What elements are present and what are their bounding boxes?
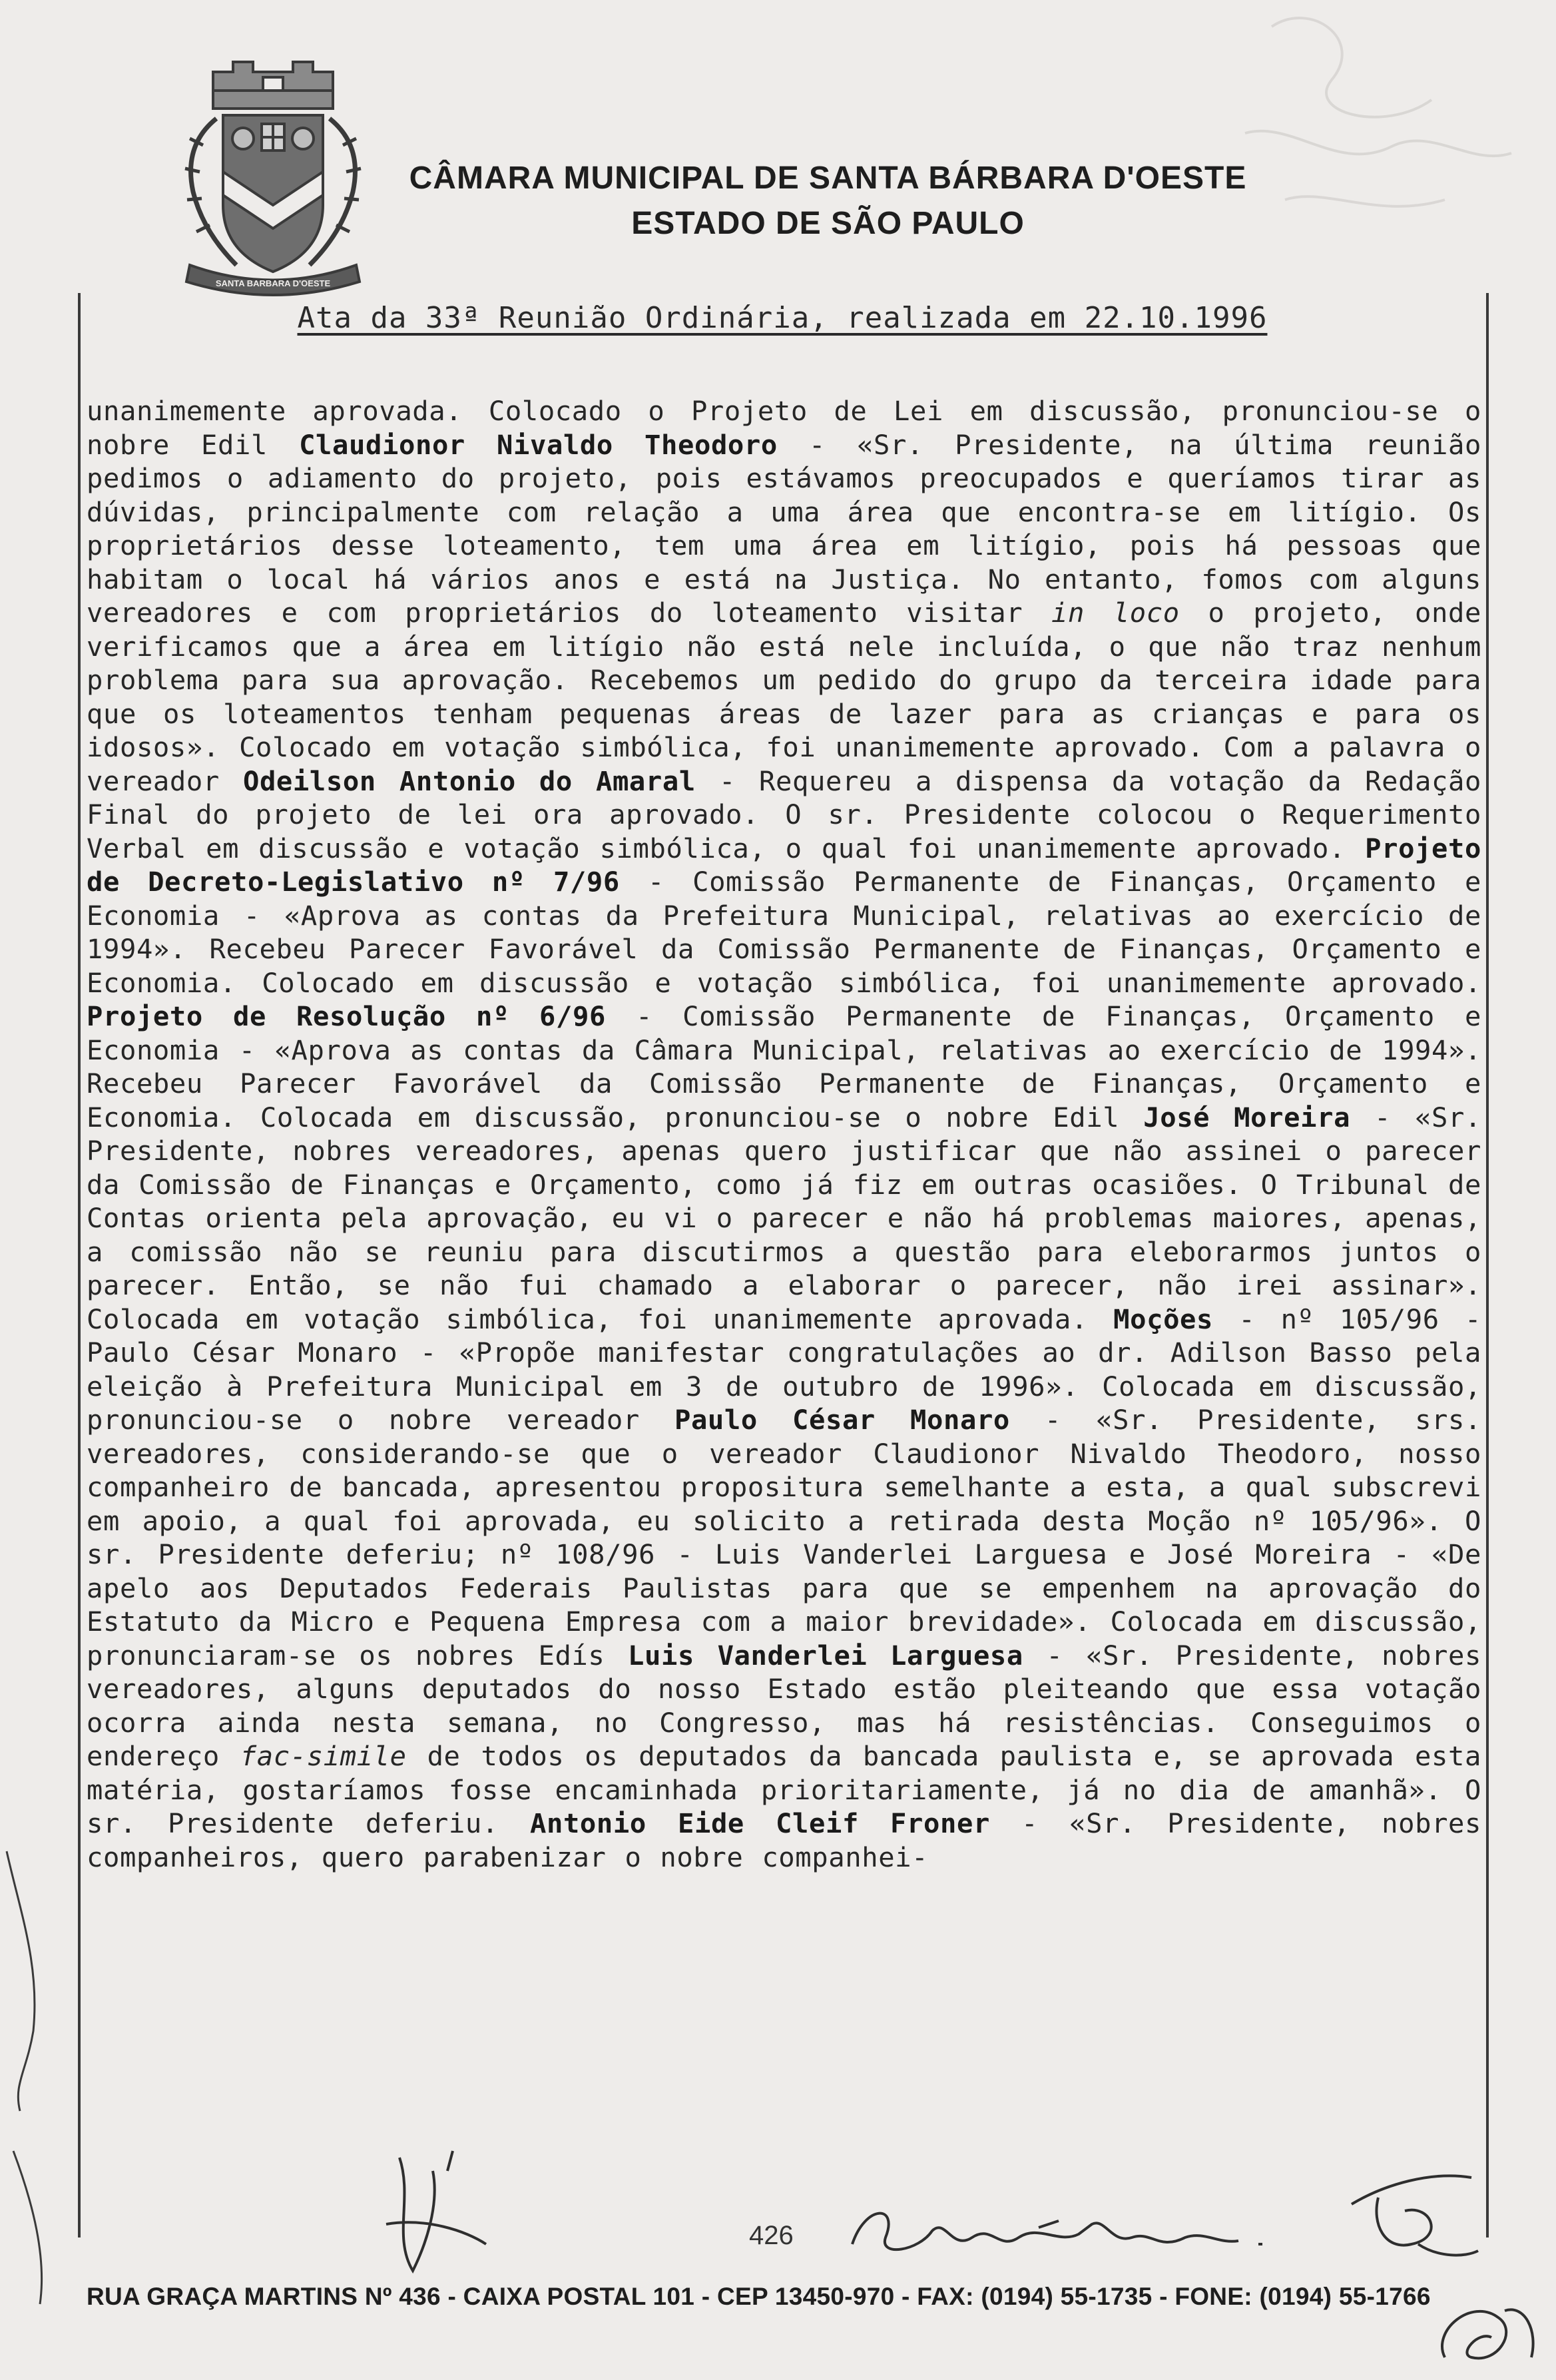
speaker-name: Claudionor Nivaldo Theodoro [299,428,778,461]
body-text-segment: - «Sr. Presidente, srs. vereadores, considerando-se que o vereador Claudionor Nivaldo Theodoro, nosso companheiro de bancada, apresentou propositura semelhante a esta, a qual subscrevi em apoio, a qual foi aprovada, eu solicito a retirada desta Moção nº 105/96». O sr. Presidente deferiu; nº 108/96 - Luis Vanderlei Larguesa e José Moreira - «De apelo aos Deputados Federais Paulistas para que se empenhem na aprovação do Estatuto da Micro e Pequena Empresa com a maior brevidade». Colocada em discussão, pronunciaram-se os nobres Edís [87,1404,1482,1671]
body-text-segment: - «Sr. Presidente, na última reunião pedimos o adiamento do projeto, pois estávamos preocupados e queríamos tirar as dúvidas, principalmente com relação a uma área que encontra-se em litígio. Os proprietários desse loteamento, tem uma área em litígio, pois há pessoas que habitam o local há vários anos e está na Justiça. No entanto, fomos com alguns vereadores e com proprietários do loteamento visitar [87,428,1481,629]
body-text-segment: - Comissão Permanente de Finanças, Orçamento e Economia - «Aprova as contas da Prefeitura Municipal, relativas ao exercício de 1994». Recebeu Parecer Favorável da Comissão Permanente de Finanças, Orçamento e Economia. Colocado em discussão e votação simbólica, foi unanimemente aprovado. [87,866,1481,999]
margin-annotation-marks [0,1831,73,2311]
body-text-segment: o projeto, onde verificamos que a área em litígio não está nele incluída, o que não traz nenhum problema para sua aprovação. Recebemos um pedido do grupo da terceira idade para que os loteamentos tenham pequenas áreas de lazer para as crianças e para os idosos». Colocado em votação simbólica, foi unanimemente aprovado. Com a palavra o vereador [87,597,1481,797]
body-text-segment: unanimemente aprovada. Colocado o Projeto de Lei em discussão, pronunciou-se o nobre Edil [87,395,1481,461]
crest-motto: SANTA BARBARA D'OESTE [215,278,331,288]
minute-title: Ata da 33ª Reunião Ordinária, realizada em 22.10.1996 [297,301,1268,335]
signature-left [373,2144,493,2284]
body-text-segment: de todos os deputados da bancada paulista e, se aprovada esta matéria, gostaríamos fosse encaminhada prioritariamente, já no dia de amanhã». O sr. Presidente deferiu. [87,1740,1481,1839]
body-text-segment: - nº 105/96 - Paulo César Monaro - «Propõe manifestar congratulações ao dr. Adilson Basso pela eleição à Prefeitura Municipal em 3 de outubro de 1996». Colocada em discussão, pronunciou-se o nobre vereador [87,1303,1481,1436]
body-text-segment: - Requereu a dispensa da votação da Redação Final do projeto de lei ora aprovado. O sr. Presidente colocou o Requerimento Verbal em discussão e votação simbólica, o qual foi unanimemente aprovado. [87,764,1481,864]
right-margin-rule [1486,293,1489,2237]
page-number: 426 [749,2221,794,2250]
body-text-segment: - Comissão Permanente de Finanças, Orçamento e Economia - «Aprova as contas da Câmara Municipal, relativas ao exercício de 1994». Recebeu Parecer Favorável da Comissão Permanente de Finanças, Orçamento e Economia. Colocada em discussão, pronunciou-se o nobre Edil [87,1000,1481,1133]
footer-address: RUA GRAÇA MARTINS Nº 436 - CAIXA POSTAL 101 - CEP 13450-970 - FAX: (0194) 55-1735 - FONE: (0194) 55-1766 [87,2283,1431,2310]
minutes-body [87,394,1481,1874]
latin-term: in loco [1051,597,1180,629]
speaker-name: Luis Vanderlei Larguesa [628,1639,1023,1671]
body-text-segment: - «Sr. Presidente, nobres companheiros, quero parabenizar o nobre companhei- [87,1807,1482,1873]
institution-name: CÂMARA MUNICIPAL DE SANTA BÁRBARA D'OESTE [409,160,1247,196]
bill-heading: Projeto de Resolução nº 6/96 [87,1000,606,1032]
speaker-name: Paulo César Monaro [674,1404,1010,1436]
signature-middle [839,2198,1278,2271]
speaker-name: José Moreira [1143,1101,1351,1133]
body-text-segment: - «Sr. Presidente, nobres vereadores, apenas quero justificar que não assinei o parecer da Comissão de Finanças e Orçamento, como já fiz em outras ocasiões. O Tribunal de Contas orienta pela aprovação, eu vi o parecer e não há problemas maiores, apenas, a comissão não se reuniu para discutirmos a questão para eleborarmos juntos o parecer. Então, se não fui chamado a elaborar o parecer, não irei assinar». Colocada em votação simbólica, foi unanimemente aprovada. [87,1101,1482,1335]
speaker-name: Antonio Eide Cleif Froner [529,1807,990,1839]
latin-term: fac-simile [240,1740,407,1772]
bill-heading: Projeto de Decreto-Legislativo nº 7/96 [87,832,1481,898]
section-heading: Moções [1113,1303,1214,1335]
speaker-name: Odeilson Antonio do Amaral [242,764,696,797]
state-name: ESTADO DE SÃO PAULO [631,206,1025,241]
signature-right [1338,2164,1491,2271]
left-margin-rule [78,293,81,2237]
body-text-segment: - «Sr. Presidente, nobres vereadores, alguns deputados do nosso Estado estão pleiteando que essa votação ocorra ainda nesta semana, no Congresso, mas há resistências. Conseguimos o endereço [87,1639,1481,1772]
